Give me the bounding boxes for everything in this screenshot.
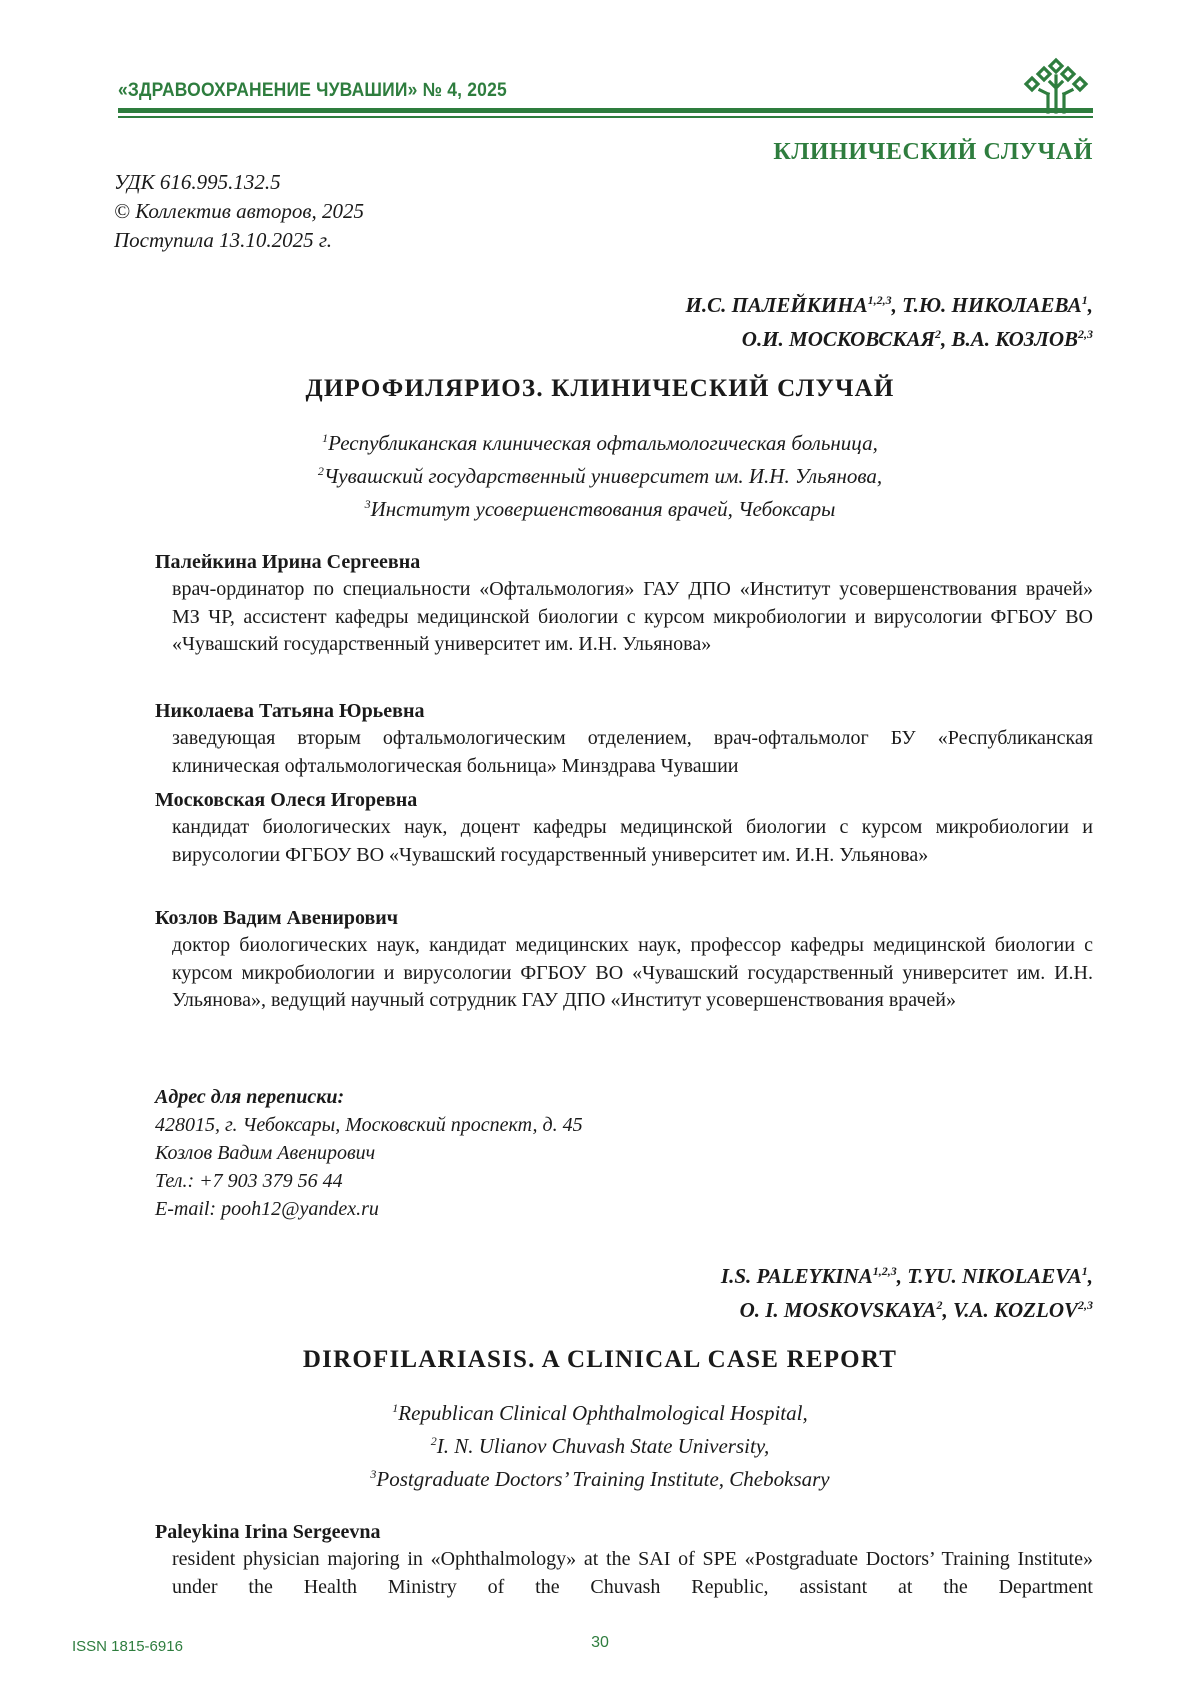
page-number: 30 <box>591 1634 609 1651</box>
author-sup: 2 <box>935 327 942 341</box>
article-title-ru: ДИРОФИЛЯРИОЗ. КЛИНИЧЕСКИЙ СЛУЧАЙ <box>305 375 895 402</box>
affiliation: $^2$Чувашский государственный университет им. И.Н. Ульянова, <box>317 464 883 488</box>
journal-header: «ЗДРАВООХРАНЕНИЕ ЧУВАШИИ» № 4, 2025 <box>118 80 507 101</box>
author-description: resident physician majoring in «Ophthalmology» at the SAI of SPE «Postgraduate Doctors’ Training Institute» under the Health Ministry of the Chuvash Republic, assistant at the Department <box>172 1548 1093 1598</box>
author-sup: 1,2,3 <box>872 1264 897 1278</box>
author-name: T.YU. NIKOLAEVA <box>907 1264 1082 1288</box>
author-sup: 1,2,3 <box>867 293 892 307</box>
udc-code: УДК 616.995.132.5 <box>114 170 281 194</box>
author-info <box>155 1518 1093 1601</box>
correspondence <box>155 1083 583 1223</box>
author-name: О.И. МОСКОВСКАЯ <box>741 327 936 351</box>
phone: Тел.: +7 903 379 56 44 <box>155 1170 343 1192</box>
address: 428015, г. Чебоксары, Московский проспект, д. 45 <box>155 1114 583 1136</box>
author-name: O. I. MOSKOVSKAYA <box>739 1298 937 1322</box>
author-name: Т.Ю. НИКОЛАЕВА <box>902 293 1082 317</box>
author-description: врач-ординатор по специальности «Офтальмология» ГАУ ДПО «Институт усовершенствования врачей» МЗ ЧР, ассистент кафедры медицинской биологии с курсом микробиологии и вирусологии ФГБОУ ВО «Чувашский государственный университет им. И.Н. Ульянова» <box>172 578 1093 655</box>
author-fullname: Палейкина Ирина Сергеевна <box>155 551 421 573</box>
contact-name: Козлов Вадим Авенирович <box>155 1142 376 1164</box>
author-name: И.С. ПАЛЕЙКИНА <box>685 293 868 317</box>
chuvash-tree-emblem-icon <box>1020 54 1092 116</box>
author-name: V.A. KOZLOV <box>952 1298 1078 1322</box>
author-fullname: Николаева Татьяна Юрьевна <box>155 700 425 722</box>
article-title-en: DIROFILARIASIS. A CLINICAL CASE REPORT <box>302 1346 898 1373</box>
author-info <box>155 697 1093 780</box>
issn: ISSN 1815-6916 <box>72 1638 183 1655</box>
correspondence-label: Адрес для переписки: <box>155 1086 345 1108</box>
email[interactable]: E-mail: pooh12@yandex.ru <box>155 1198 379 1220</box>
copyright: © Коллектив авторов, 2025 <box>114 199 364 223</box>
affiliation: $^3$Postgraduate Doctors’ Training Institute, Cheboksary <box>370 1467 830 1491</box>
affiliation: $^3$Институт усовершенствования врачей, Чебоксары <box>364 497 836 521</box>
affiliations-ru <box>0 424 1200 523</box>
author-description: заведующая вторым офтальмологическим отделением, врач-офтальмолог БУ «Республиканская клиническая офтальмологическая больница» Минздрава Чувашии <box>172 727 1093 777</box>
author-sup: 2 <box>936 1298 943 1312</box>
authors-ru: И.С. ПАЛЕЙКИНА$^{1,2,3}$, Т.Ю. НИКОЛАЕВА$^1$, О.И. МОСКОВСКАЯ$^2$, В.А. КОЗЛОВ$^{2,3}$ <box>685 293 1093 351</box>
received-date: Поступила 13.10.2025 г. <box>114 228 333 252</box>
author-name: В.А. КОЗЛОВ <box>951 327 1078 351</box>
affiliation: $^1$Республиканская клиническая офтальмологическая больница, <box>322 431 878 455</box>
header-rule <box>118 108 1093 113</box>
header-rule-thin <box>118 116 1093 118</box>
affiliation: $^2$I. N. Ulianov Chuvash State University, <box>430 1434 770 1458</box>
author-sup: 1 <box>1081 1264 1088 1278</box>
author-sup: 1 <box>1081 293 1088 307</box>
author-fullname: Paleykina Irina Sergeevna <box>155 1521 381 1543</box>
author-sup: 2,3 <box>1078 1298 1093 1312</box>
authors-en: I.S. PALEYKINA$^{1,2,3}$, T.YU. NIKOLAEVA$^1$, O. I. MOSKOVSKAYA$^2$, V.A. KOZLOV$^{2,3}$ <box>720 1264 1093 1322</box>
author-info <box>155 904 1093 1015</box>
section-label: КЛИНИЧЕСКИЙ СЛУЧАЙ <box>773 139 1093 165</box>
affiliation: $^1$Republican Clinical Ophthalmological Hospital, <box>392 1401 808 1425</box>
author-info <box>155 786 1093 869</box>
author-name: I.S. PALEYKINA <box>720 1264 873 1288</box>
author-sup: 2,3 <box>1078 327 1093 341</box>
author-fullname: Козлов Вадим Авенирович <box>155 907 399 929</box>
affiliations-en <box>0 1394 1200 1493</box>
author-info <box>155 548 1093 659</box>
author-description: кандидат биологических наук, доцент кафедры медицинской биологии с курсом микробиологии и вирусологии ФГБОУ ВО «Чувашский государственный университет им. И.Н. Ульянова» <box>172 816 1093 866</box>
author-description: доктор биологических наук, кандидат медицинских наук, профессор кафедры медицинской биологии с курсом микробиологии и вирусологии ФГБОУ ВО «Чувашский государственный университет им. И.Н. Ульянова», ведущий научный сотрудник ГАУ ДПО «Институт усовершенствования врачей» <box>172 934 1093 1011</box>
author-fullname: Московская Олеся Игоревна <box>155 789 418 811</box>
article-meta <box>114 168 364 255</box>
